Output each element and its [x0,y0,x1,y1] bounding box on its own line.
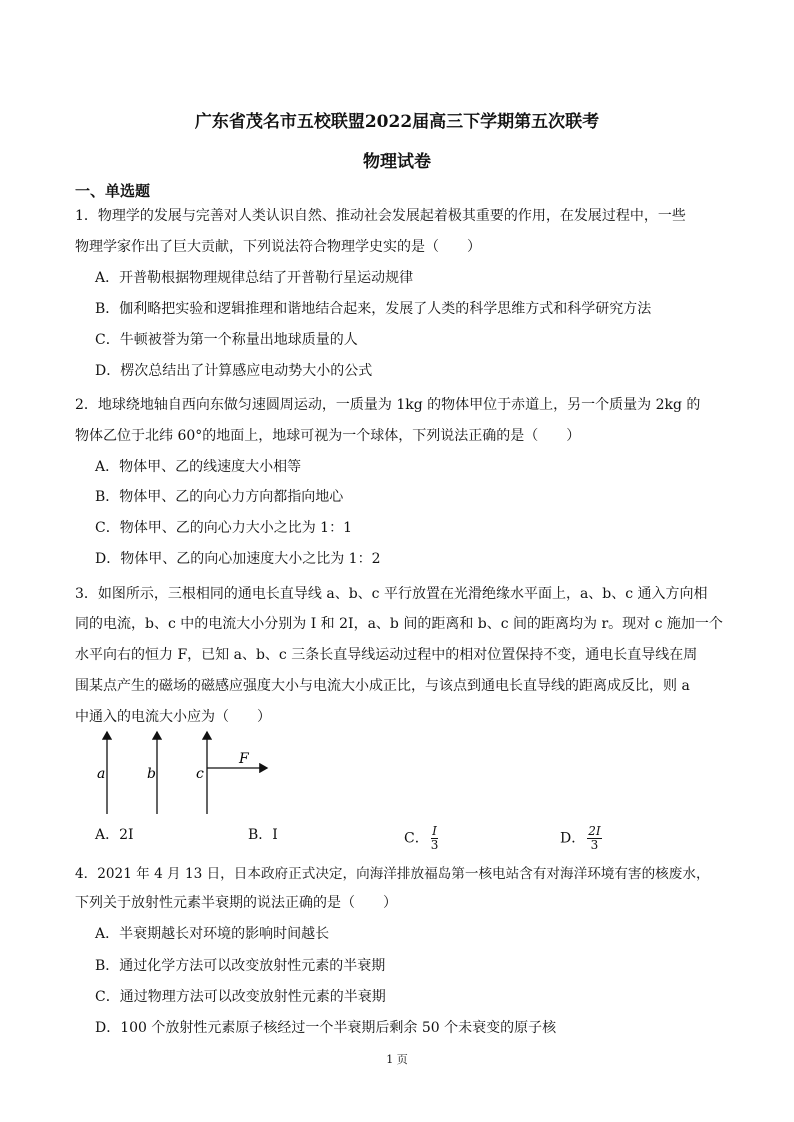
fraction-numerator: I [432,824,437,838]
question-2-option-c: C．物体甲、乙的向心力大小之比为 1：1 [95,520,352,536]
wire-a-label: a [97,766,106,782]
force-label: F [239,751,249,767]
fraction [587,825,601,852]
wire-b-label: b [147,766,156,782]
fraction [431,825,439,852]
question-1-option-d: D．楞次总结出了计算感应电动势大小的公式 [95,363,373,379]
question-4-option-d: D．100 个放射性元素原子核经过一个半衰期后剩余 50 个未衰变的原子核 [95,1020,557,1036]
question-3-stem-line-1: 3．如图所示，三根相同的通电长直导线 a、b、c 平行放置在光滑绝缘水平面上，a、b、c 通入方向相 [75,586,708,602]
question-3-option-c [404,825,438,852]
question-2-option-a: A．物体甲、乙的线速度大小相等 [95,459,302,475]
question-3-option-d-prefix: D． [560,830,586,847]
question-2-option-b: B．物体甲、乙的向心力方向都指向地心 [95,489,344,505]
question-3-stem-line-4: 围某点产生的磁场的磁感应强度大小与电流大小成正比，与该点到通电长直导线的距离成反比，则 a [75,678,690,694]
question-3-stem-line-2: 同的电流，b、c 中的电流大小分别为 I 和 2I，a、b 间的距离和 b、c 间的距离均为 r。现对 c 施加一个 [75,616,723,632]
question-2-stem-line-1: 2．地球绕地轴自西向东做匀速圆周运动，一质量为 1kg 的物体甲位于赤道上，另一个质量为 2kg 的 [75,397,701,413]
question-1-option-c: C．牛顿被誉为第一个称量出地球质量的人 [95,332,358,348]
question-4-option-a: A．半衰期越长对环境的影响时间越长 [95,926,330,942]
wires-diagram [75,726,295,816]
question-3-option-b: B．I [248,827,278,843]
question-3-stem-line-3: 水平向右的恒力 F，已知 a、b、c 三条长直导线运动过程中的相对位置保持不变，通电长直导线在周 [75,647,698,663]
page-title: 广东省茂名市五校联盟2022届高三下学期第五次联考 [194,112,600,132]
page-number: 1 页 [386,1053,408,1066]
question-3-stem-line-5: 中通入的电流大小应为（ ） [75,709,271,725]
question-2-stem-line-2: 物体乙位于北纬 60°的地面上，地球可视为一个球体，下列说法正确的是（ ） [75,428,581,444]
question-4-option-c: C．通过物理方法可以改变放射性元素的半衰期 [95,989,386,1005]
section-heading: 一、单选题 [75,182,151,200]
question-4-stem-line-2: 下列关于放射性元素半衰期的说法正确的是（ ） [75,895,397,911]
fraction-denominator: 3 [430,838,439,852]
question-4-stem-line-1: 4．2021 年 4 月 13 日，日本政府正式决定，向海洋排放福岛第一核电站含有对海洋环境有害的核废水， [75,866,710,882]
question-1-option-b: B．伽利略把实验和逻辑推理和谐地结合起来，发展了人类的科学思维方式和科学研究方法 [95,301,652,317]
question-3-option-c-prefix: C． [404,830,429,847]
fraction-denominator: 3 [590,838,599,852]
question-1-stem-line-1: 1．物理学的发展与完善对人类认识自然、推动社会发展起着极其重要的作用，在发展过程中，一些 [75,208,686,224]
question-2-option-d: D．物体甲、乙的向心加速度大小之比为 1：2 [95,551,381,567]
question-1-stem-line-2: 物理学家作出了巨大贡献，下列说法符合物理学史实的是（ ） [75,239,481,255]
wire-c-label: c [196,766,204,782]
question-3-option-a: A．2I [95,827,134,843]
page-subtitle: 物理试卷 [363,152,431,172]
question-1-option-a: A．开普勒根据物理规律总结了开普勒行星运动规律 [95,270,414,286]
question-3-option-d [560,825,602,852]
fraction-numerator: 2I [588,824,601,838]
question-4-option-b: B．通过化学方法可以改变放射性元素的半衰期 [95,958,386,974]
